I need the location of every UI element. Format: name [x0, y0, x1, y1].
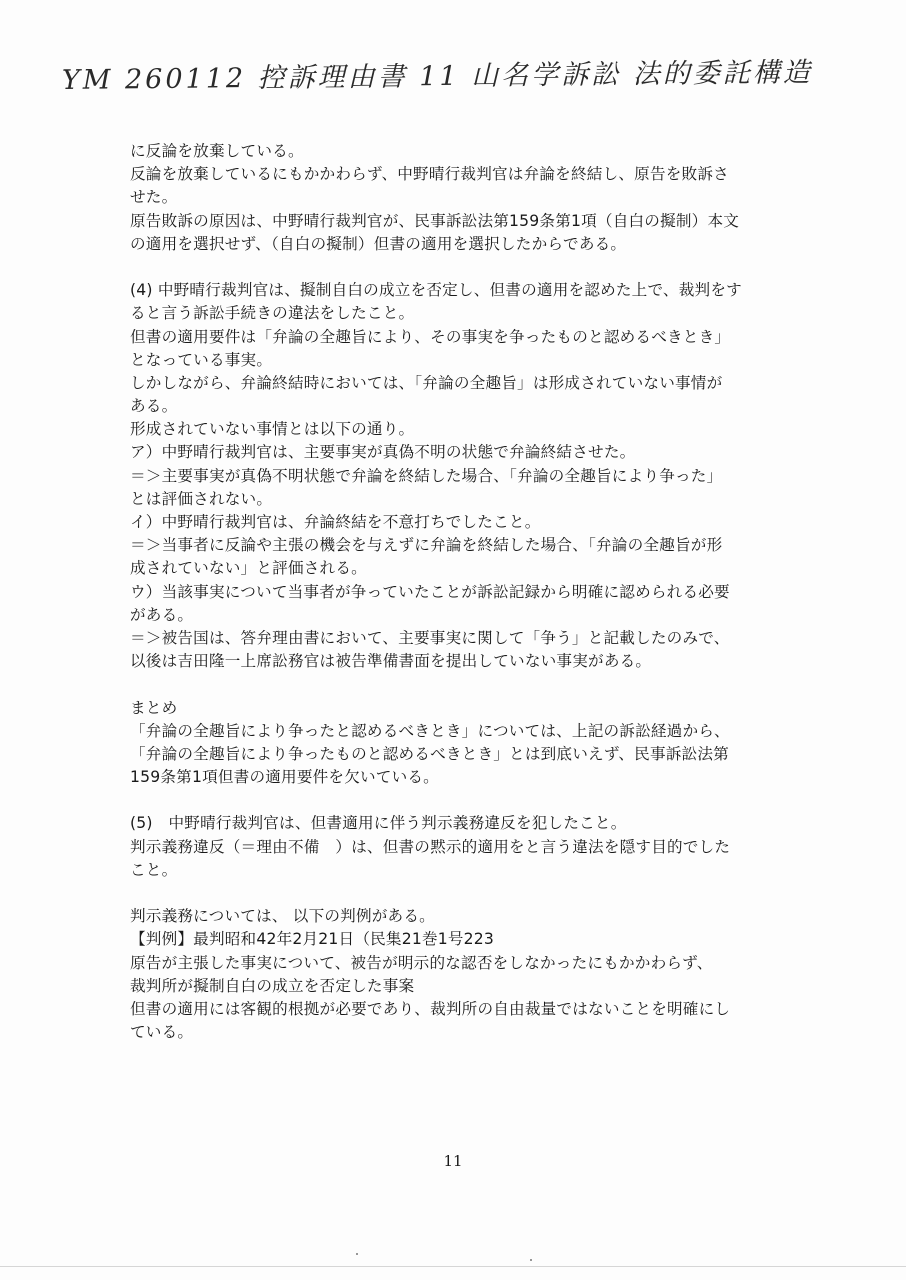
- page-number: 11: [443, 1152, 463, 1170]
- handwritten-header-note: YM 260112 控訴理由書 11 山名学訴訟 法的委託構造: [61, 57, 813, 96]
- body-line: (4) 中野晴行裁判官は、擬制自白の成立を否定し、但書の適用を認めた上で、裁判をす: [130, 281, 742, 300]
- body-line: とは評価されない。: [130, 489, 273, 508]
- body-line: 以後は吉田隆一上席訟務官は被告準備書面を提出していない事実がある。: [130, 652, 652, 671]
- paragraph-gap: [130, 256, 840, 279]
- paragraph-gap: [130, 882, 840, 905]
- body-line: イ）中野晴行裁判官は、弁論終結を不意打ちでしたこと。: [130, 513, 541, 531]
- scan-speck: [356, 1253, 358, 1255]
- body-line: 【判例】最判昭和42年2月21日（民集21巻1号223: [130, 930, 495, 949]
- body-line: 原告敗訴の原因は、中野晴行裁判官が、民事訴訟法第159条第1項（自白の擬制）本文: [130, 211, 740, 230]
- body-line: 反論を放棄しているにもかかわらず、中野晴行裁判官は弁論を終結し、原告を敗訴さ: [130, 165, 729, 184]
- body-line: 159条第1項但書の適用要件を欠いている。: [130, 768, 439, 787]
- body-line: の適用を選択せず、（自白の擬制）但書の適用を選択したからである。: [130, 234, 627, 253]
- body-line: ると言う訴訟手続きの違法をしたこと。: [130, 304, 415, 323]
- paragraph-gap: [130, 673, 840, 696]
- body-line: 「弁論の全趣旨により争ったと認めるべきとき」については、上記の訴訟経過から、: [130, 721, 730, 740]
- body-line: ている。: [130, 1023, 194, 1042]
- body-line: ある。: [130, 397, 178, 416]
- body-line: ＝＞主要事実が真偽不明状態で弁論を終結した場合、「弁論の全趣旨により争った」: [130, 466, 723, 485]
- body-line: 但書の適用要件は「弁論の全趣旨により、その事実を争ったものと認めるべきとき」: [130, 327, 731, 346]
- body-line: ＝＞被告国は、答弁理由書において、主要事実に関して「争う」と記載したのみで、: [130, 628, 730, 647]
- body-line: 形成されていない事情とは以下の通り。: [130, 420, 415, 439]
- body-line: こと。: [130, 860, 178, 879]
- body-line: 但書の適用には客観的根拠が必要であり、裁判所の自由裁量ではないことを明確にし: [130, 999, 731, 1018]
- scan-speck: [530, 1259, 532, 1261]
- body-line: しかしながら、弁論終結時においては、「弁論の全趣旨」は形成されていない事情が: [130, 373, 723, 392]
- body-line: 成されていない」と評価される。: [130, 559, 367, 578]
- body-line: せた。: [130, 188, 178, 207]
- body-line: ア）中野晴行裁判官は、主要事実が真偽不明の状態で弁論終結させた。: [130, 443, 636, 462]
- body-line: (5) 中野晴行裁判官は、但書適用に伴う判示義務違反を犯したこと。: [130, 814, 627, 833]
- body-line: となっている事実。: [130, 350, 273, 369]
- body-line: 判示義務違反（＝理由不備 ）は、但書の黙示的適用をと言う違法を隠す目的でした: [130, 837, 731, 856]
- body-line: に反論を放棄している。: [130, 142, 304, 160]
- body-line: ＝＞当事者に反論や主張の機会を与えずに弁論を終結した場合、「弁論の全趣旨が形: [130, 536, 723, 555]
- body-line: 原告が主張した事実について、被告が明示的な認否をしなかったにもかかわらず、: [130, 953, 713, 972]
- scan-edge: [0, 1266, 906, 1267]
- body-text: [130, 140, 840, 1044]
- body-line: 「弁論の全趣旨により争ったものと認めるべきとき」とは到底いえず、民事訴訟法第: [130, 744, 729, 763]
- body-line: 裁判所が擬制自白の成立を否定した事案: [130, 976, 415, 995]
- paragraph-gap: [130, 789, 840, 812]
- body-line: がある。: [130, 605, 194, 624]
- body-line: ウ）当該事実について当事者が争っていたことが訴訟記録から明確に認められる必要: [130, 582, 730, 601]
- body-line: まとめ: [130, 698, 178, 717]
- body-line: 判示義務については、 以下の判例がある。: [130, 907, 435, 926]
